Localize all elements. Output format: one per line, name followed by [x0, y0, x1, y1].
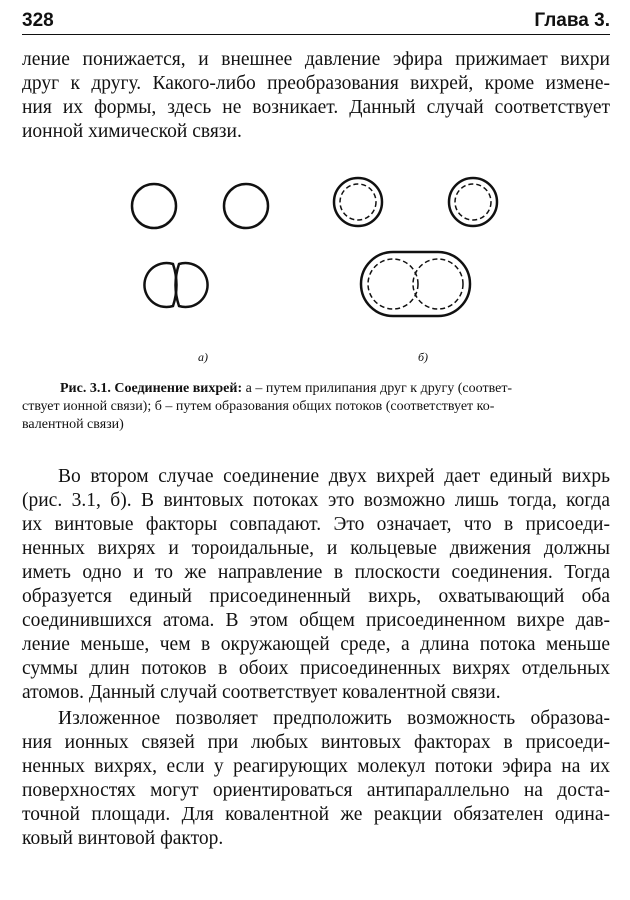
text-line: ление меньше, чем в окружающей среде, а длина потока меньше — [22, 634, 610, 655]
figure-vortex-connection — [100, 160, 530, 364]
text-line: ненных вихрях и тороидальные, и кольцевые движения должны — [22, 538, 610, 559]
text-line: иметь одно и то же направление в плоскости соединения. Тогда — [22, 562, 610, 583]
figure-label-b: б) — [418, 350, 429, 364]
text-line: образуется единый присоединенный вихрь, охватывающий оба — [22, 586, 610, 607]
caption-text: а – путем прилипания друг к другу (соответ- — [242, 381, 513, 396]
vortex-diagram — [100, 160, 530, 360]
text-line: Во втором случае соединение двух вихрей дает единый вихрь — [58, 466, 610, 487]
vortex-pair-dashed — [334, 178, 497, 226]
running-header — [22, 6, 610, 35]
text-line: соединившихся атома. В этом общем присоединенном вихре дав- — [22, 610, 610, 631]
text-line: (рис. 3.1, б). В винтовых потоках это возможно лишь тогда, когда — [22, 490, 610, 511]
text-line: ковый винтовой фактор. — [22, 828, 224, 849]
text-line: точной площади. Для ковалентной же реакции обязателен одина- — [22, 804, 610, 825]
vortex-merged — [361, 252, 470, 316]
figure-caption — [22, 380, 610, 434]
text-line: ление понижается, и внешнее давление эфира прижимает вихри — [22, 49, 610, 70]
caption-title: Рис. 3.1. Соединение вихрей: — [60, 381, 243, 396]
top-paragraph — [22, 48, 610, 144]
text-line: ния их формы, здесь не возникает. Данный случай соответствует — [22, 97, 610, 118]
text-line: атомов. Данный случай соответствует ковалентной связи. — [22, 682, 501, 703]
text-line: ния ионных связей при любых винтовых факторах в присоеди- — [22, 732, 610, 753]
chapter-title: Глава 3. — [534, 10, 610, 31]
text-line: ионной химической связи. — [22, 121, 242, 142]
caption-line: валентной связи) — [22, 417, 124, 432]
text-line: друг к другу. Какого-либо преобразования вихрей, кроме измене- — [22, 73, 610, 94]
vortex-pair-separate — [132, 184, 268, 228]
caption-line: ствует ионной связи); б – путем образования общих потоков (соответствует ко- — [22, 399, 495, 414]
text-line: ненных вихрях, если у реагирующих молекул потоки эфира на их — [22, 756, 610, 777]
body-paragraph-3 — [22, 707, 610, 851]
figure-label-a: а) — [198, 350, 208, 364]
text-line: суммы длин потоков в обоих присоединенных вихрях отдельных — [22, 658, 610, 679]
text-line: их винтовые факторы совпадают. Это означает, что в присоеди- — [22, 514, 610, 535]
page-number: 328 — [22, 10, 54, 31]
caption-line — [60, 380, 610, 398]
vortex-pair-touching — [144, 263, 207, 307]
body-paragraph-2 — [22, 465, 610, 705]
text-line: поверхностях могут ориентироваться антипараллельно на доста- — [22, 780, 610, 801]
text-line: Изложенное позволяет предположить возможность образова- — [58, 708, 610, 729]
